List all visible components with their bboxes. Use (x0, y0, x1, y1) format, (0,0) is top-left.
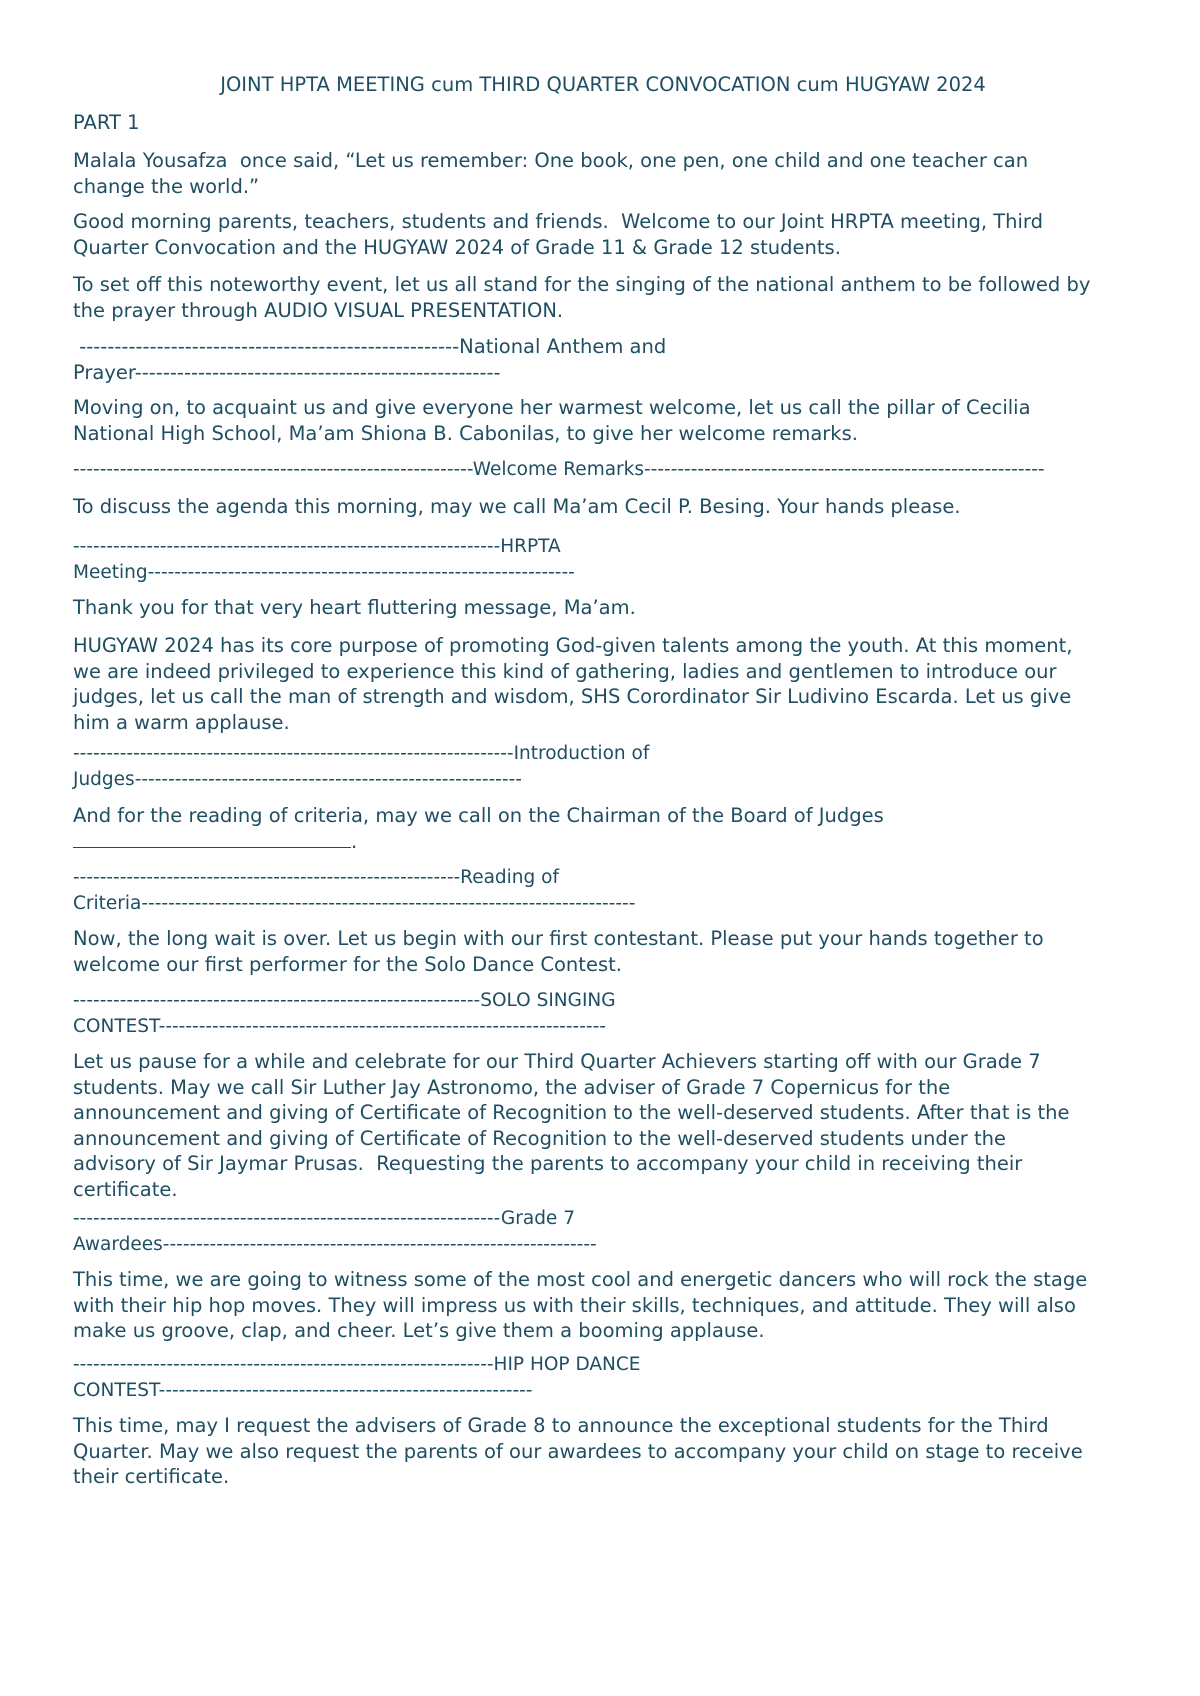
paragraph-line: him a warm applause. (73, 710, 290, 734)
paragraph-line: announcement and giving of Certificate of Recognition to the well-deserved students under the (73, 1126, 1006, 1150)
part-heading (73, 110, 1133, 136)
quote-paragraph (73, 148, 1133, 199)
cue-line: ----------------------------------------------------------Reading of (73, 867, 559, 888)
paragraph-line: Moving on, to acquaint us and give everyone her warmest welcome, let us call the pillar of Cecilia (73, 396, 1031, 419)
anthem-intro-paragraph (73, 272, 1133, 323)
blank-period: . (351, 829, 358, 853)
cue-line: CONTEST------------------------------------------------------------------- (73, 1015, 606, 1037)
hugyaw-paragraph (73, 633, 1133, 735)
cue-hrpta-meeting (73, 534, 1133, 585)
paragraph-line: Malala Yousafza once said, “Let us remember: One book, one pen, one child and one teacher can (73, 149, 1029, 172)
cue-introduction-of-judges (73, 741, 1133, 792)
paragraph-line: To discuss the agenda this morning, may we call Ma’am Cecil P. Besing. Your hands please. (73, 495, 961, 518)
paragraph-line: HUGYAW 2024 has its core purpose of promoting God-given talents among the youth. At this moment, (73, 634, 1073, 657)
cue-line: Prayer---------------------------------------------------- (73, 360, 501, 384)
paragraph-line: with their hip hop moves. They will impress us with their skills, techniques, and attitude. They will also (73, 1293, 1076, 1317)
cue-line: ------------------------------------------------------------------Introduction of (73, 743, 650, 764)
paragraph-line: National High School, Ma’am Shiona B. Cabonilas, to give her welcome remarks. (73, 421, 858, 445)
paragraph-line: change the world.” (73, 174, 260, 198)
cue-line: -------------------------------------------------------------SOLO SINGING (73, 990, 616, 1011)
cue-line: Meeting---------------------------------------------------------------- (73, 561, 575, 583)
cue-line: Judges---------------------------------------------------------- (73, 768, 522, 790)
cue-national-anthem (73, 334, 1133, 385)
thanks-paragraph (73, 595, 1133, 621)
greeting-paragraph (73, 209, 1133, 260)
blank-line (73, 829, 351, 848)
paragraph-line: announcement and giving of Certificate of Recognition to the well-deserved students. After that is the (73, 1101, 1070, 1124)
document-title: JOINT HPTA MEETING cum THIRD QUARTER CONVOCATION cum HUGYAW 2024 (220, 73, 986, 96)
judges-chairman-blank (73, 829, 1133, 855)
paragraph-line: Good morning parents, teachers, students and friends. Welcome to our Joint HRPTA meeting, Third (73, 210, 1043, 233)
cue-solo-singing-contest (73, 988, 1133, 1039)
paragraph-line: welcome our first performer for the Solo Dance Contest. (73, 952, 622, 976)
paragraph-line: Now, the long wait is over. Let us begin with our first contestant. Please put your hands together to (73, 927, 1044, 950)
cue-grade-7-awardees (73, 1206, 1133, 1257)
welcome-intro-paragraph (73, 395, 1133, 446)
paragraph-line: This time, may I request the advisers of Grade 8 to announce the exceptional students for the Third (73, 1414, 1049, 1437)
cue-line: ------------------------------------------------------National Anthem and (73, 335, 667, 358)
paragraph-line: the prayer through AUDIO VISUAL PRESENTATION. (73, 298, 564, 322)
part-label: PART 1 (73, 111, 140, 134)
cue-line: CONTEST-------------------------------------------------------- (73, 1379, 533, 1401)
criteria-paragraph (73, 803, 1133, 854)
paragraph-line: their certificate. (73, 1465, 230, 1488)
hiphop-paragraph (73, 1267, 1133, 1344)
paragraph-line: students. May we call Sir Luther Jay Astronomo, the adviser of Grade 7 Copernicus for the (73, 1075, 951, 1099)
paragraph-line: advisory of Sir Jaymar Prusas. Requesting the parents to accompany your child in receiving their (73, 1152, 1023, 1175)
paragraph-line: And for the reading of criteria, may we call on the Chairman of the Board of Judges (73, 804, 884, 827)
cue-welcome-remarks (73, 457, 1133, 483)
cue-line: ----------------------------------------------------------------HRPTA (73, 536, 561, 557)
paragraph-line: judges, let us call the man of strength and wisdom, SHS Corordinator Sir Ludivino Escarda. Let us give (73, 685, 1072, 708)
paragraph-line: Let us pause for a while and celebrate for our Third Quarter Achievers starting off with our Grade 7 (73, 1050, 1041, 1073)
cue-hip-hop-dance-contest (73, 1352, 1133, 1403)
cue-line: Awardees----------------------------------------------------------------- (73, 1233, 597, 1255)
paragraph-line: To set off this noteworthy event, let us all stand for the singing of the national anthem to be followed by (73, 273, 1091, 296)
grade8-paragraph (73, 1413, 1133, 1490)
cue-line: ---------------------------------------------------------------HIP HOP DANCE (73, 1354, 641, 1375)
paragraph-line: certificate. (73, 1177, 178, 1201)
paragraph-line: Thank you for that very heart fluttering message, Ma’am. (73, 596, 636, 619)
cue-line: ------------------------------------------------------------Welcome Remarks------------------------------------------------------------ (73, 459, 1045, 480)
paragraph-line: Quarter. May we also request the parents of our awardees to accompany your child on stage to receive (73, 1439, 1083, 1463)
contestant-paragraph (73, 926, 1133, 977)
cue-line: Criteria-------------------------------------------------------------------------- (73, 892, 636, 914)
paragraph-line: make us groove, clap, and cheer. Let’s give them a booming applause. (73, 1319, 765, 1342)
paragraph-line: This time, we are going to witness some of the most cool and energetic dancers who will rock the stage (73, 1268, 1088, 1291)
achievers-paragraph (73, 1049, 1133, 1202)
paragraph-line: we are indeed privileged to experience this kind of gathering, ladies and gentlemen to introduce our (73, 659, 1057, 683)
agenda-paragraph (73, 494, 1133, 520)
paragraph-line: Quarter Convocation and the HUGYAW 2024 of Grade 11 & Grade 12 students. (73, 235, 841, 259)
cue-reading-of-criteria (73, 865, 1133, 916)
cue-line: ----------------------------------------------------------------Grade 7 (73, 1208, 575, 1229)
